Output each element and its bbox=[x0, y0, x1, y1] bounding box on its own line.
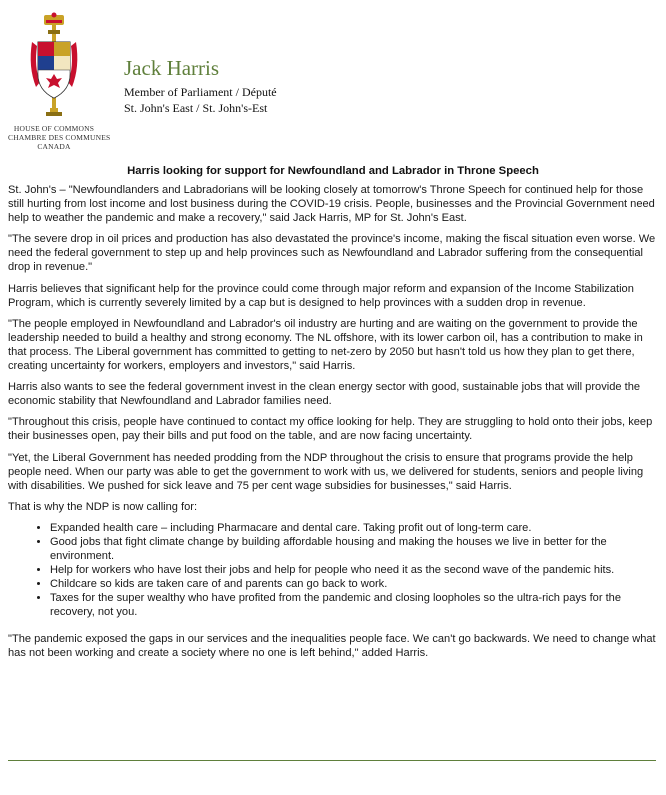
house-name-french: CHAMBRE DES COMMUNES bbox=[8, 133, 111, 142]
paragraph: Harris also wants to see the federal government invest in the clean energy sector with good, sustainable jobs that will provide the economic stability that Newfoundland and Labrador families need. bbox=[8, 381, 641, 408]
mp-role: Member of Parliament / Député bbox=[124, 85, 277, 99]
paragraph: "The people employed in Newfoundland and Labrador's oil industry are hurting and are waiting on the government to provide the leadership needed to build a healthy and strong economy. The NL offshore, with its lower carbon oil, has a contribution to make in that process. The Liberal government has committed to getting to net-zero by 2050 but hasn't told us how they plan to get there, creating uncertainty for workers, employers and investors," said Harris. bbox=[8, 317, 643, 373]
list-item: • Childcare so kids are taken care of and parents can go back to work. bbox=[50, 577, 656, 591]
mp-name: Jack Harris bbox=[124, 56, 220, 80]
ndp-demands-list bbox=[8, 521, 656, 620]
list-item: • Expanded health care – including Pharmacare and dental care. Taking profit out of long-term care. bbox=[50, 521, 656, 535]
mp-riding: St. John's East / St. John's-Est bbox=[124, 101, 268, 115]
paragraph: St. John's – "Newfoundlanders and Labradorians will be looking closely at tomorrow's Throne Speech for continued help for those still hurting from lost income and lost business during the COVID-19 crisis. People, businesses and the Provincial Government need help to weather the pandemic and make a recovery," said Jack Harris, MP for St. John's East. bbox=[8, 184, 655, 225]
list-item: • Help for workers who have lost their jobs and help for people who need it as the second wave of the pandemic hits. bbox=[50, 563, 656, 577]
list-item: • Taxes for the super wealthy who have profited from the pandemic and closing loopholes so the ultra-rich pays for the recovery, not you. bbox=[50, 591, 656, 619]
closing-paragraph: "The pandemic exposed the gaps in our services and the inequalities people face. We can't go backwards. We need to change what has not been working and create a society where no one is left behind," added Harris. bbox=[8, 632, 656, 659]
release-headline: Harris looking for support for Newfoundland and Labrador in Throne Speech bbox=[127, 165, 539, 177]
house-name-english: HOUSE OF COMMONS bbox=[13, 124, 95, 133]
country-name: CANADA bbox=[37, 142, 71, 151]
release-body bbox=[8, 183, 656, 667]
house-of-commons-wordmark bbox=[8, 124, 111, 151]
paragraph: "Throughout this crisis, people have continued to contact my office looking for help. They are struggling to hold onto their jobs, keep their businesses open, pay their bills and put food on the table, and are now facing uncertainty. bbox=[8, 416, 653, 443]
list-item: • Good jobs that fight climate change by building affordable housing and making the houses we live in better for the environment. bbox=[50, 535, 656, 563]
paragraph: Harris believes that significant help for the province could come through major reform and expansion of the Income Stabilization Program, which is currently severely limited by a cap but is designed to help provinces with a sudden drop in revenue. bbox=[8, 282, 634, 309]
paragraph: "The severe drop in oil prices and production has also devastated the province's income, making the fiscal situation even worse. We need the federal government to step up and help provinces such as Newfoundland and Labrador suffering from the consequential drop in revenue." bbox=[8, 233, 656, 274]
paragraph: That is why the NDP is now calling for: bbox=[8, 500, 198, 513]
house-of-commons-crest-icon bbox=[26, 12, 82, 122]
footer-divider bbox=[8, 760, 656, 761]
paragraph: "Yet, the Liberal Government has needed prodding from the NDP throughout the crisis to ensure that programs provide the help people need. When our party was able to get the government to work with us, we delivered for students, seniors and people living with disabilities. We pushed for sick leave and 75 per cent wage subsidies for businesses," said Harris. bbox=[8, 451, 644, 492]
